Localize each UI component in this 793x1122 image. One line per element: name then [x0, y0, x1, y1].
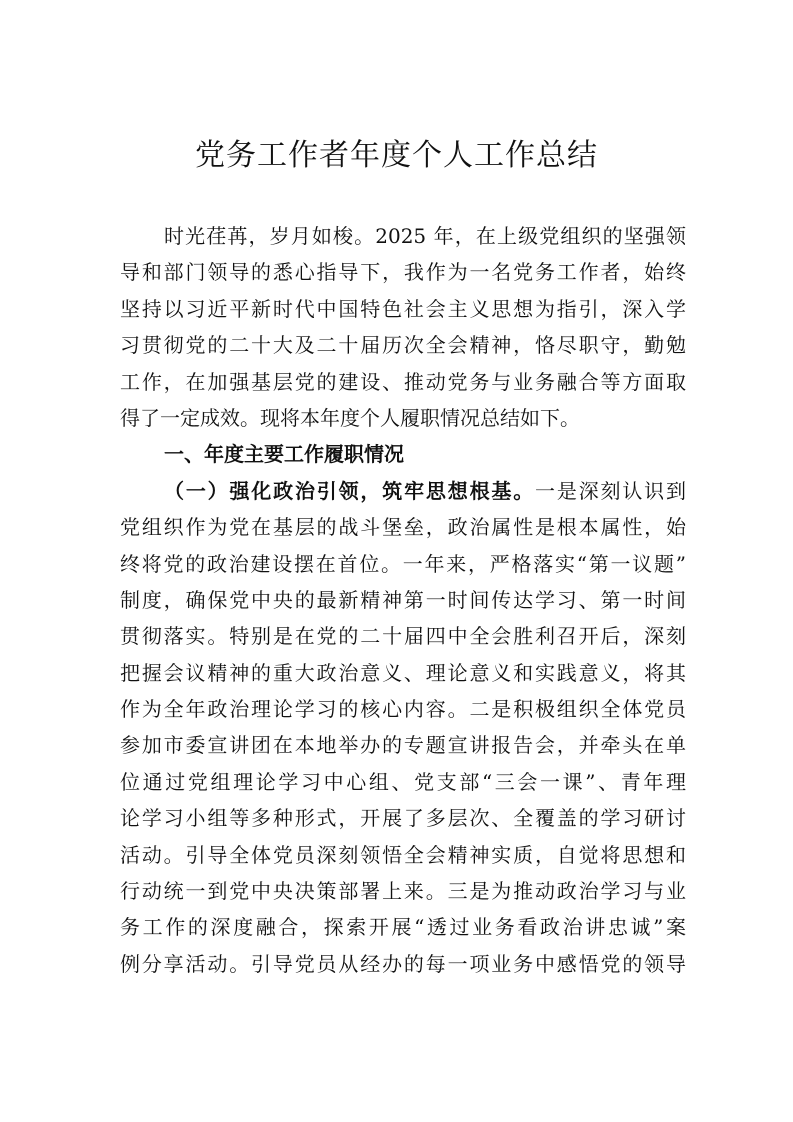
paragraph-line: 坚持以习近平新时代中国特色社会主义思想为指引，深入学: [120, 296, 686, 321]
paragraph-line: 贯彻落实。特别是在党的二十届四中全会胜利召开后，深刻: [120, 624, 686, 649]
paragraph-line: 参加市委宣讲团在本地举办的专题宣讲报告会，并牵头在单: [120, 733, 686, 758]
document-title: 党务工作者年度个人工作总结: [195, 138, 598, 173]
paragraph-line: 导和部门领导的悉心指导下，我作为一名党务工作者，始终: [120, 260, 686, 285]
paragraph-line: 制度，确保党中央的最新精神第一时间传达学习、第一时间: [120, 587, 686, 612]
paragraph-line: 例分享活动。引导党员从经办的每一项业务中感悟党的领导: [120, 951, 686, 976]
paragraph-line: 务工作的深度融合，探索开展“透过业务看政治讲忠诚”案: [120, 915, 686, 940]
subsection-first-line: [120, 473, 686, 509]
paragraph-line: 论学习小组等多种形式，开展了多层次、全覆盖的学习研讨: [120, 806, 686, 831]
paragraph-line: 位通过党组理论学习中心组、党支部“三会一课”、青年理: [120, 769, 686, 794]
paragraph-line: 终将党的政治建设摆在首位。一年来，严格落实“第一议题”: [120, 551, 686, 576]
paragraph-line: 党组织作为党在基层的战斗堡垒，政治属性是根本属性，始: [120, 515, 686, 540]
paragraph-line: 习贯彻党的二十大及二十届历次全会精神，恪尽职守，勤勉: [120, 333, 686, 358]
paragraph-line: 把握会议精神的重大政治意义、理论意义和实践意义，将其: [120, 660, 686, 685]
paragraph-line: 活动。引导全体党员深刻领悟全会精神实质，自觉将思想和: [120, 842, 686, 867]
subsection-first-line-text: 一是深刻认识到: [535, 478, 687, 503]
document-body: [120, 218, 686, 982]
paragraph-line: 时光荏苒，岁月如梭。2025 年，在上级党组织的坚强领: [164, 224, 686, 248]
paragraph-line: 作为全年政治理论学习的核心内容。二是积极组织全体党员: [120, 697, 686, 722]
section-heading: 一、年度主要工作履职情况: [164, 442, 404, 467]
subsection-heading: （一）强化政治引领，筑牢思想根基。: [164, 478, 536, 503]
paragraph-line: 得了一定成效。现将本年度个人履职情况总结如下。: [120, 405, 580, 430]
paragraph-line: 工作，在加强基层党的建设、推动党务与业务融合等方面取: [120, 369, 686, 394]
paragraph-line: 行动统一到党中央决策部署上来。三是为推动政治学习与业: [120, 879, 686, 904]
